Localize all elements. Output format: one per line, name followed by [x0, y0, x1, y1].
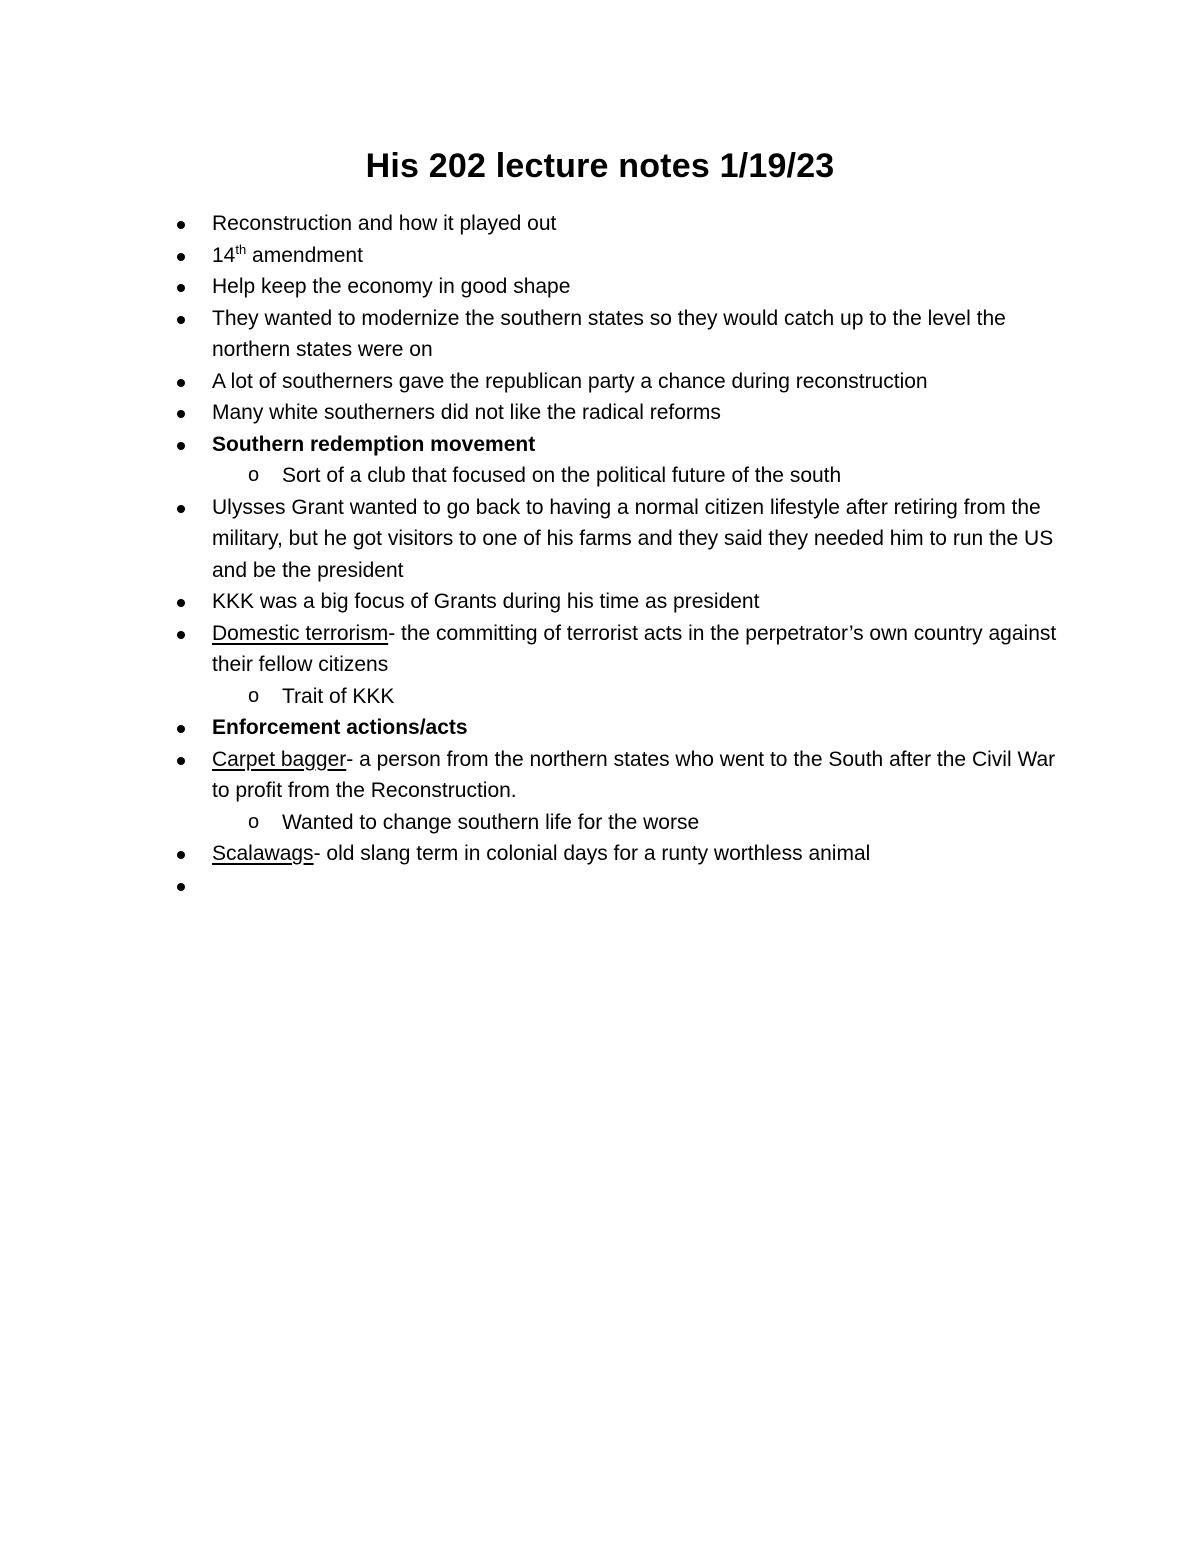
- list-item-heading: Southern redemption movement: [212, 432, 536, 456]
- list-item: [170, 586, 1070, 618]
- term-definition: - the committing of terrorist acts in the perpetrator’s own country against their fellow citizens: [212, 621, 1057, 676]
- sub-list-item: [170, 807, 1070, 839]
- list-item: [170, 240, 1070, 272]
- ordinal-suffix: th: [235, 241, 247, 257]
- list-item-heading: Enforcement actions/acts: [212, 716, 468, 739]
- list-item-text: amendment: [246, 243, 363, 267]
- term-definition: - old slang term in colonial days for a runty worthless animal: [313, 842, 871, 865]
- list-item: [170, 303, 1070, 366]
- list-item: [170, 492, 1070, 587]
- list-item: [170, 271, 1070, 303]
- list-item: [170, 712, 1070, 744]
- notes-list: [170, 208, 1070, 901]
- list-item-text: Reconstruction and how it played out: [212, 212, 557, 235]
- list-item: [170, 208, 1070, 240]
- list-item-text: They wanted to modernize the southern states so they would catch up to the level the northern states were on: [212, 306, 1006, 361]
- list-item-text: Ulysses Grant wanted to go back to having a normal citizen lifestyle after retiring from the military, but he got visitors to one of his farms and they said they needed him to run the US and be the president: [212, 495, 1054, 582]
- list-item: [170, 744, 1070, 807]
- list-item-text: 14: [212, 243, 236, 267]
- list-item-text: Sort of a club that focused on the political future of the south: [282, 464, 842, 487]
- term-label: Domestic terrorism: [212, 621, 389, 645]
- list-item-text: A lot of southerners gave the republican party a chance during reconstruction: [212, 369, 928, 393]
- sub-list-item: [170, 681, 1070, 713]
- list-item: [170, 366, 1070, 398]
- term-definition: - a person from the northern states who went to the South after the Civil War to profit from the Reconstruction.: [212, 747, 1056, 802]
- page-title: His 202 lecture notes 1/19/23: [365, 147, 835, 185]
- list-item: [170, 397, 1070, 429]
- list-item-text: Many white southerners did not like the radical reforms: [212, 401, 721, 424]
- sub-list-item: [170, 460, 1070, 492]
- empty-list-item: [170, 870, 1070, 902]
- list-item: [170, 618, 1070, 681]
- list-item-text: Help keep the economy in good shape: [212, 275, 571, 298]
- list-item: [170, 838, 1070, 870]
- term-label: Scalawags: [212, 842, 314, 865]
- list-item-text: Wanted to change southern life for the worse: [282, 810, 700, 834]
- list-item: [170, 429, 1070, 461]
- term-label: Carpet bagger: [212, 747, 347, 771]
- list-item-text: KKK was a big focus of Grants during his time as president: [212, 590, 760, 613]
- list-item-text: Trait of KKK: [282, 684, 395, 708]
